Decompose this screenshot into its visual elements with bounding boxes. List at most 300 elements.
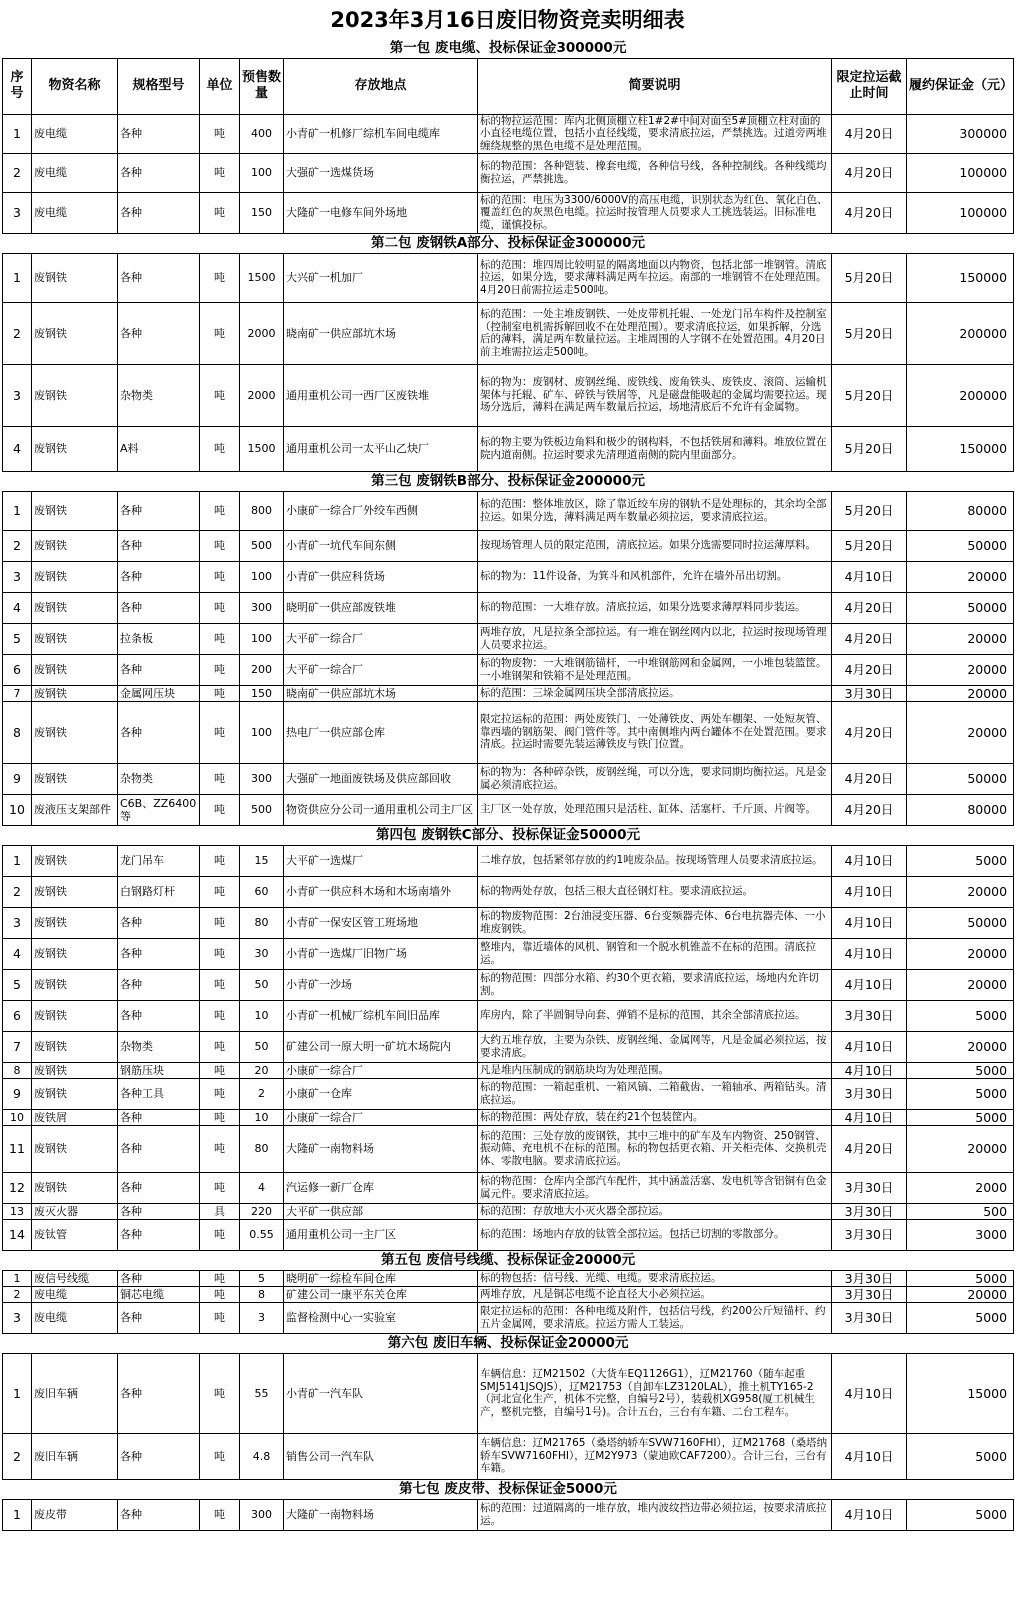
cell-name: 废钢铁 <box>32 938 118 969</box>
cell-seq: 3 <box>3 907 32 938</box>
cell-name: 废钢铁 <box>32 701 118 763</box>
cell-unit: 吨 <box>200 561 240 592</box>
table-row <box>3 794 1014 825</box>
cell-spec: 各种 <box>118 192 200 233</box>
cell-spec: 各种 <box>118 938 200 969</box>
cell-spec: 各种 <box>118 592 200 623</box>
cell-qty: 500 <box>240 794 284 825</box>
table-row <box>3 114 1014 153</box>
cell-qty: 1500 <box>240 253 284 302</box>
cell-desc: 两堆存放，凡是拉条全部拉运。有一堆在钢丝网内以北，拉运时按现场管理人员要求拉运。 <box>478 623 832 654</box>
package-title: 第五包 废信号线缆、投标保证金20000元 <box>3 1250 1014 1270</box>
cell-unit: 吨 <box>200 1219 240 1250</box>
table-row <box>3 1109 1014 1125</box>
cell-unit: 吨 <box>200 938 240 969</box>
cell-seq: 2 <box>3 876 32 907</box>
cell-location: 监督检测中心一实验室 <box>284 1302 478 1333</box>
cell-deadline: 5月20日 <box>832 426 907 471</box>
cell-unit: 吨 <box>200 1353 240 1433</box>
cell-qty: 300 <box>240 763 284 794</box>
cell-desc: 限定拉运标的范围：各种电缆及附件，包括信号线，约200公斤短锚杆、约五片金属网，要求清底。拉运方需人工装运。 <box>478 1302 832 1333</box>
cell-name: 废信号线缆 <box>32 1270 118 1286</box>
cell-seq: 11 <box>3 1125 32 1172</box>
cell-location: 小青矿一沙场 <box>284 969 478 1000</box>
header-deadline: 限定拉运截止时间 <box>832 58 907 114</box>
cell-qty: 20 <box>240 1062 284 1078</box>
table-row <box>3 907 1014 938</box>
cell-seq: 1 <box>3 1270 32 1286</box>
cell-unit: 吨 <box>200 685 240 701</box>
package-title: 第七包 废皮带、投标保证金5000元 <box>3 1479 1014 1499</box>
package-title: 第六包 废旧车辆、投标保证金20000元 <box>3 1333 1014 1353</box>
cell-seq: 1 <box>3 253 32 302</box>
cell-spec: C6B、ZZ6400等 <box>118 794 200 825</box>
cell-deadline: 4月10日 <box>832 561 907 592</box>
cell-spec: 拉条板 <box>118 623 200 654</box>
cell-deposit: 20000 <box>907 561 1014 592</box>
cell-spec: 各种 <box>118 114 200 153</box>
cell-qty: 200 <box>240 654 284 685</box>
cell-qty: 55 <box>240 1353 284 1433</box>
cell-name: 废钢铁 <box>32 1000 118 1031</box>
cell-deadline: 5月20日 <box>832 530 907 561</box>
cell-deadline: 4月10日 <box>832 969 907 1000</box>
header-unit: 单位 <box>200 58 240 114</box>
table-row <box>3 1203 1014 1219</box>
cell-seq: 10 <box>3 1109 32 1125</box>
table-row <box>3 938 1014 969</box>
cell-deposit: 5000 <box>907 1499 1014 1530</box>
cell-seq: 7 <box>3 685 32 701</box>
cell-name: 废钢铁 <box>32 1062 118 1078</box>
table-row <box>3 845 1014 876</box>
cell-spec: 各种 <box>118 1270 200 1286</box>
cell-qty: 15 <box>240 845 284 876</box>
cell-deadline: 5月20日 <box>832 491 907 530</box>
cell-desc: 标的物为：各种碎杂铁，废钢丝绳，可以分选，要求同期均衡拉运。凡是金属必须清底拉运。 <box>478 763 832 794</box>
cell-deadline: 4月20日 <box>832 623 907 654</box>
cell-seq: 1 <box>3 845 32 876</box>
cell-location: 小青矿一机修厂综机车间电缆库 <box>284 114 478 153</box>
header-qty: 预售数量 <box>240 58 284 114</box>
cell-desc: 标的物为：11件设备，为箕斗和风机部件，允许在墙外吊出切割。 <box>478 561 832 592</box>
cell-deadline: 3月30日 <box>832 685 907 701</box>
table-row <box>3 192 1014 233</box>
cell-seq: 4 <box>3 938 32 969</box>
table-row <box>3 364 1014 426</box>
cell-deposit: 150000 <box>907 253 1014 302</box>
cell-seq: 2 <box>3 1433 32 1479</box>
cell-qty: 60 <box>240 876 284 907</box>
cell-desc: 按现场管理人员的限定范围，清底拉运。如果分选需要同时拉运薄厚料。 <box>478 530 832 561</box>
cell-desc: 标的物包括：信号线、光缆、电缆。要求清底拉运。 <box>478 1270 832 1286</box>
cell-deposit: 80000 <box>907 491 1014 530</box>
cell-name: 废钢铁 <box>32 561 118 592</box>
table-row <box>3 876 1014 907</box>
cell-spec: 各种 <box>118 969 200 1000</box>
cell-unit: 吨 <box>200 1031 240 1062</box>
cell-qty: 2 <box>240 1078 284 1109</box>
cell-desc: 标的物范围：两处存放，装在约21个包装筐内。 <box>478 1109 832 1125</box>
table-row <box>3 701 1014 763</box>
cell-desc: 标的范围：过道隔离的一堆存放，堆内波纹挡边带必须拉运，按要求清底拉运。 <box>478 1499 832 1530</box>
table-row <box>3 491 1014 530</box>
cell-location: 小青矿一汽车队 <box>284 1353 478 1433</box>
cell-deposit: 50000 <box>907 592 1014 623</box>
table-row <box>3 1302 1014 1333</box>
cell-qty: 4 <box>240 1172 284 1203</box>
cell-desc: 标的范围：整体堆放区，除了靠近绞车房的钢轨不是处理标的，其余均全部拉运。如果分选，薄料满足两车数量必须拉运，要求清底拉运。 <box>478 491 832 530</box>
cell-location: 小青矿一供应科货场 <box>284 561 478 592</box>
cell-name: 废灭火器 <box>32 1203 118 1219</box>
table-row <box>3 1270 1014 1286</box>
cell-name: 废旧车辆 <box>32 1353 118 1433</box>
cell-name: 废旧车辆 <box>32 1433 118 1479</box>
cell-spec: 各种 <box>118 561 200 592</box>
cell-name: 废电缆 <box>32 1302 118 1333</box>
package-title: 第一包 废电缆、投标保证金300000元 <box>3 38 1014 58</box>
cell-seq: 1 <box>3 1353 32 1433</box>
cell-deposit: 50000 <box>907 907 1014 938</box>
cell-desc: 标的范围：存放地大小灭火器全部拉运。 <box>478 1203 832 1219</box>
cell-deadline: 4月10日 <box>832 1062 907 1078</box>
cell-location: 小青矿一供应科木场和木场南墙外 <box>284 876 478 907</box>
cell-spec: 杂物类 <box>118 364 200 426</box>
cell-location: 小康矿一综合厂外绞车西侧 <box>284 491 478 530</box>
cell-qty: 300 <box>240 1499 284 1530</box>
cell-name: 废钢铁 <box>32 969 118 1000</box>
cell-deadline: 4月10日 <box>832 1433 907 1479</box>
cell-unit: 吨 <box>200 1270 240 1286</box>
cell-seq: 1 <box>3 491 32 530</box>
cell-location: 大隆矿一南物料场 <box>284 1499 478 1530</box>
cell-desc: 标的物主要为铁板边角料和极少的钢构料，不包括铁屑和薄料。堆放位置在院内道南侧。拉运时要求先清理道南侧的院内里面部分。 <box>478 426 832 471</box>
cell-seq: 5 <box>3 969 32 1000</box>
cell-name: 废钢铁 <box>32 907 118 938</box>
cell-spec: 各种工具 <box>118 1078 200 1109</box>
table-row <box>3 530 1014 561</box>
cell-unit: 吨 <box>200 592 240 623</box>
cell-qty: 50 <box>240 1031 284 1062</box>
cell-deadline: 5月20日 <box>832 253 907 302</box>
cell-deadline: 3月30日 <box>832 1203 907 1219</box>
cell-deadline: 4月20日 <box>832 794 907 825</box>
cell-name: 废钛管 <box>32 1219 118 1250</box>
cell-qty: 500 <box>240 530 284 561</box>
cell-desc: 标的范围：三处存放的废钢铁，其中三堆中的矿车及车内物资、250钢管、振动筛、充电机不在标的范围。标的物包括更衣箱、开关柜壳体、交换机壳体、零散电脑。要求清底拉运。 <box>478 1125 832 1172</box>
cell-deadline: 4月20日 <box>832 1125 907 1172</box>
cell-spec: 各种 <box>118 1172 200 1203</box>
table-row <box>3 302 1014 364</box>
cell-desc: 车辆信息：辽M21502（大货车EQ1126G1），辽M21760（随车起重SMJ5141JSQJS），辽M21753（自卸车LZ3120LAL），推土机TY165-2（河北宣化生产，机体不完整，自编号2号），装载机XG958(厦工机械生产，整机完整，自编号1号)。合计五台，三台有车籍、二台工程车。 <box>478 1353 832 1433</box>
cell-qty: 800 <box>240 491 284 530</box>
cell-unit: 吨 <box>200 969 240 1000</box>
cell-qty: 100 <box>240 701 284 763</box>
header-spec: 规格型号 <box>118 58 200 114</box>
cell-desc: 标的物两处存放，包括三根大直径钢灯柱。要求清底拉运。 <box>478 876 832 907</box>
cell-deposit: 100000 <box>907 153 1014 192</box>
table-row <box>3 1499 1014 1530</box>
cell-unit: 具 <box>200 1203 240 1219</box>
cell-spec: 杂物类 <box>118 1031 200 1062</box>
cell-spec: 各种 <box>118 1353 200 1433</box>
cell-deadline: 3月30日 <box>832 1172 907 1203</box>
cell-unit: 吨 <box>200 302 240 364</box>
cell-unit: 吨 <box>200 530 240 561</box>
cell-deposit: 20000 <box>907 969 1014 1000</box>
cell-name: 废钢铁 <box>32 623 118 654</box>
cell-unit: 吨 <box>200 1286 240 1302</box>
cell-name: 废钢铁 <box>32 876 118 907</box>
cell-seq: 4 <box>3 426 32 471</box>
cell-qty: 220 <box>240 1203 284 1219</box>
cell-spec: 各种 <box>118 253 200 302</box>
cell-unit: 吨 <box>200 1125 240 1172</box>
package-title-row <box>3 1333 1014 1353</box>
cell-unit: 吨 <box>200 623 240 654</box>
cell-location: 晓南矿一供应部坑木场 <box>284 302 478 364</box>
cell-seq: 13 <box>3 1203 32 1219</box>
cell-seq: 12 <box>3 1172 32 1203</box>
cell-spec: 杂物类 <box>118 763 200 794</box>
cell-qty: 5 <box>240 1270 284 1286</box>
cell-location: 小青矿一机械厂综机车间旧品库 <box>284 1000 478 1031</box>
header-seq: 序号 <box>3 58 32 114</box>
cell-desc: 标的物拉运范围：库内北侧顶棚立柱1#2#中间对面至5#顶棚立柱对面的小直径电缆位置，包括小直径线缆，要求清底拉运，严禁挑选。过道旁两堆缠绕规整的黑色电缆不是处理范围。 <box>478 114 832 153</box>
cell-spec: 金属网压块 <box>118 685 200 701</box>
cell-location: 小康矿一综合厂 <box>284 1109 478 1125</box>
cell-spec: 各种 <box>118 1109 200 1125</box>
cell-deadline: 4月10日 <box>832 845 907 876</box>
cell-name: 废钢铁 <box>32 592 118 623</box>
cell-spec: 各种 <box>118 1433 200 1479</box>
cell-deadline: 3月30日 <box>832 1078 907 1109</box>
cell-seq: 6 <box>3 654 32 685</box>
table-row <box>3 763 1014 794</box>
cell-spec: 各种 <box>118 153 200 192</box>
cell-unit: 吨 <box>200 654 240 685</box>
cell-deposit: 5000 <box>907 1062 1014 1078</box>
cell-desc: 标的物范围：四部分水箱、约30个更衣箱，要求清底拉运，场地内允许切割。 <box>478 969 832 1000</box>
header-location: 存放地点 <box>284 58 478 114</box>
cell-name: 废钢铁 <box>32 1125 118 1172</box>
header-deposit: 履约保证金（元） <box>907 58 1014 114</box>
cell-location: 大平矿一选煤厂 <box>284 845 478 876</box>
cell-name: 废钢铁 <box>32 1031 118 1062</box>
cell-deposit: 5000 <box>907 1433 1014 1479</box>
cell-qty: 4.8 <box>240 1433 284 1479</box>
cell-desc: 两堆存放，凡是铜芯电缆不论直径大小必须拉运。 <box>478 1286 832 1302</box>
cell-seq: 6 <box>3 1000 32 1031</box>
table-row <box>3 561 1014 592</box>
cell-name: 废电缆 <box>32 153 118 192</box>
cell-unit: 吨 <box>200 876 240 907</box>
cell-location: 通用重机公司一太平山乙炔厂 <box>284 426 478 471</box>
cell-deadline: 4月20日 <box>832 114 907 153</box>
table-row <box>3 1433 1014 1479</box>
cell-seq: 3 <box>3 1302 32 1333</box>
cell-deposit: 2000 <box>907 1172 1014 1203</box>
cell-seq: 1 <box>3 1499 32 1530</box>
cell-deadline: 4月20日 <box>832 763 907 794</box>
cell-deposit: 50000 <box>907 763 1014 794</box>
package-title: 第二包 废钢铁A部分、投标保证金300000元 <box>3 233 1014 253</box>
cell-qty: 10 <box>240 1109 284 1125</box>
cell-name: 废钢铁 <box>32 253 118 302</box>
cell-seq: 2 <box>3 530 32 561</box>
cell-unit: 吨 <box>200 1109 240 1125</box>
cell-desc: 凡是堆内压制成的钢筋块均为处理范围。 <box>478 1062 832 1078</box>
cell-deadline: 4月10日 <box>832 876 907 907</box>
cell-name: 废钢铁 <box>32 654 118 685</box>
cell-location: 晓明矿一供应部废铁堆 <box>284 592 478 623</box>
cell-qty: 100 <box>240 561 284 592</box>
cell-deposit: 5000 <box>907 1000 1014 1031</box>
cell-deposit: 50000 <box>907 530 1014 561</box>
cell-name: 废钢铁 <box>32 426 118 471</box>
cell-spec: 各种 <box>118 701 200 763</box>
cell-name: 废钢铁 <box>32 364 118 426</box>
cell-qty: 150 <box>240 685 284 701</box>
cell-deadline: 3月30日 <box>832 1270 907 1286</box>
cell-location: 汽运修一新厂仓库 <box>284 1172 478 1203</box>
cell-deadline: 4月10日 <box>832 907 907 938</box>
table-row <box>3 153 1014 192</box>
cell-spec: 各种 <box>118 1000 200 1031</box>
cell-seq: 9 <box>3 1078 32 1109</box>
cell-seq: 3 <box>3 561 32 592</box>
cell-deadline: 4月20日 <box>832 592 907 623</box>
table-row <box>3 1031 1014 1062</box>
cell-deposit: 20000 <box>907 654 1014 685</box>
cell-qty: 80 <box>240 1125 284 1172</box>
cell-unit: 吨 <box>200 701 240 763</box>
cell-location: 热电厂一供应部仓库 <box>284 701 478 763</box>
cell-name: 废皮带 <box>32 1499 118 1530</box>
cell-desc: 整堆内，靠近墙体的风机、钢管和一个脱水机锥盖不在标的范围。清底拉运。 <box>478 938 832 969</box>
cell-name: 废钢铁 <box>32 491 118 530</box>
cell-spec: 各种 <box>118 1219 200 1250</box>
cell-desc: 标的物为：废钢材、废钢丝绳、废铁线、废角铁头、废铁皮、滚筒、运输机架体与托辊、矿车、碎铁与铁屑等，凡是磁盘能吸起的金属均需要拉运。现场分选后，薄料在满足两车数量后拉运，场地清底后不允许有金属物。 <box>478 364 832 426</box>
cell-seq: 9 <box>3 763 32 794</box>
cell-name: 废电缆 <box>32 1286 118 1302</box>
cell-seq: 3 <box>3 192 32 233</box>
table-row <box>3 1286 1014 1302</box>
package-title-row <box>3 1250 1014 1270</box>
cell-deposit: 20000 <box>907 938 1014 969</box>
cell-spec: 各种 <box>118 654 200 685</box>
cell-unit: 吨 <box>200 192 240 233</box>
cell-unit: 吨 <box>200 1433 240 1479</box>
table-row <box>3 685 1014 701</box>
cell-seq: 3 <box>3 364 32 426</box>
cell-location: 小青矿一选煤厂旧物广场 <box>284 938 478 969</box>
cell-unit: 吨 <box>200 1499 240 1530</box>
cell-qty: 50 <box>240 969 284 1000</box>
cell-spec: 铜芯电缆 <box>118 1286 200 1302</box>
table-row <box>3 1078 1014 1109</box>
cell-desc: 标的范围：堆四周比较明显的隔离地面以内物资，包括北部一堆钢管。清底拉运，如果分选，要求薄料满足两车拉运。南部的一堆钢管不在处理范围。4月20日前需拉运走500吨。 <box>478 253 832 302</box>
cell-location: 小青矿一坑代车间东侧 <box>284 530 478 561</box>
cell-unit: 吨 <box>200 1078 240 1109</box>
cell-deposit: 20000 <box>907 623 1014 654</box>
cell-desc: 大约五堆存放，主要为杂铁、废钢丝绳、金属网等，凡是金属必须拉运，按要求清底。 <box>478 1031 832 1062</box>
cell-deposit: 20000 <box>907 701 1014 763</box>
cell-desc: 标的范围：场地内存放的钛管全部拉运。包括已切割的零散部分。 <box>478 1219 832 1250</box>
cell-qty: 100 <box>240 153 284 192</box>
cell-unit: 吨 <box>200 1062 240 1078</box>
cell-location: 小康矿一综合厂 <box>284 1062 478 1078</box>
cell-spec: 各种 <box>118 491 200 530</box>
cell-deposit: 20000 <box>907 1286 1014 1302</box>
cell-deposit: 80000 <box>907 794 1014 825</box>
cell-seq: 14 <box>3 1219 32 1250</box>
cell-deadline: 4月20日 <box>832 192 907 233</box>
cell-deposit: 5000 <box>907 1078 1014 1109</box>
cell-unit: 吨 <box>200 763 240 794</box>
cell-unit: 吨 <box>200 426 240 471</box>
table-row <box>3 592 1014 623</box>
cell-qty: 2000 <box>240 364 284 426</box>
cell-desc: 标的物范围：一大堆存放。清底拉运，如果分选要求薄厚料同步装运。 <box>478 592 832 623</box>
cell-location: 通用重机公司一主厂区 <box>284 1219 478 1250</box>
cell-spec: 钢筋压块 <box>118 1062 200 1078</box>
cell-deadline: 3月30日 <box>832 1286 907 1302</box>
table-row <box>3 1062 1014 1078</box>
cell-desc: 标的物废物：一大堆钢筋锚杆，一中堆钢筋网和金属网，一小堆包装篮筐。一小堆钢架和铁箱不是处理范围。 <box>478 654 832 685</box>
cell-deposit: 5000 <box>907 845 1014 876</box>
cell-desc: 标的物范围：各种铠装、橡套电缆，各种信号线，各种控制线。各种线缆均衡拉运，严禁挑选。 <box>478 153 832 192</box>
cell-qty: 400 <box>240 114 284 153</box>
cell-name: 废钢铁 <box>32 763 118 794</box>
cell-location: 矿建公司一原大明一矿坑木场院内 <box>284 1031 478 1062</box>
header-row <box>3 58 1014 114</box>
cell-location: 销售公司一汽车队 <box>284 1433 478 1479</box>
table-row <box>3 1000 1014 1031</box>
cell-spec: A料 <box>118 426 200 471</box>
cell-deposit: 5000 <box>907 1302 1014 1333</box>
table-row <box>3 253 1014 302</box>
cell-location: 晓南矿一供应部坑木场 <box>284 685 478 701</box>
package-title: 第四包 废钢铁C部分、投标保证金50000元 <box>3 825 1014 845</box>
table-row <box>3 1125 1014 1172</box>
cell-spec: 各种 <box>118 302 200 364</box>
cell-location: 小青矿一保安区管工班场地 <box>284 907 478 938</box>
cell-deposit: 200000 <box>907 364 1014 426</box>
cell-qty: 10 <box>240 1000 284 1031</box>
cell-deadline: 4月10日 <box>832 1353 907 1433</box>
cell-qty: 30 <box>240 938 284 969</box>
cell-deadline: 5月20日 <box>832 364 907 426</box>
cell-seq: 8 <box>3 701 32 763</box>
cell-deposit: 20000 <box>907 876 1014 907</box>
cell-deposit: 200000 <box>907 302 1014 364</box>
cell-name: 废钢铁 <box>32 302 118 364</box>
cell-spec: 各种 <box>118 1125 200 1172</box>
cell-seq: 7 <box>3 1031 32 1062</box>
cell-seq: 2 <box>3 302 32 364</box>
cell-desc: 车辆信息：辽M21765（桑塔纳轿车SVW7160FHI），辽M21768（桑塔纳轿车SVW7160FHI），辽M2Y973（蒙迪欧CAF7200）。合计三台，三台有车籍。 <box>478 1433 832 1479</box>
cell-spec: 各种 <box>118 1302 200 1333</box>
package-title-row <box>3 825 1014 845</box>
cell-location: 大强矿一地面废铁场及供应部回收 <box>284 763 478 794</box>
cell-name: 废电缆 <box>32 114 118 153</box>
cell-name: 废钢铁 <box>32 530 118 561</box>
table-row <box>3 1353 1014 1433</box>
cell-spec: 各种 <box>118 1499 200 1530</box>
cell-qty: 300 <box>240 592 284 623</box>
header-desc: 简要说明 <box>478 58 832 114</box>
